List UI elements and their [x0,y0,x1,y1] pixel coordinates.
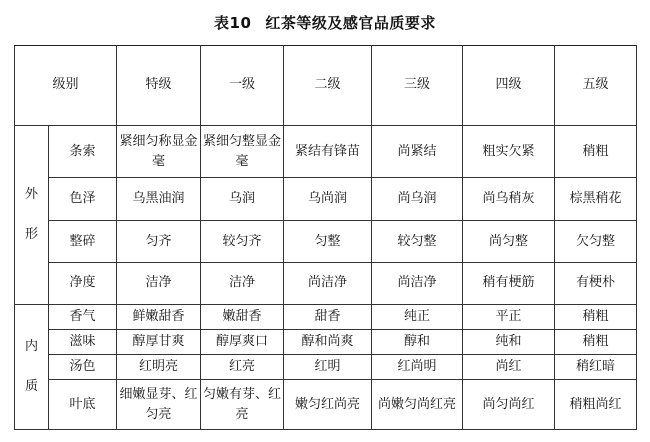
table-cell: 甜香 [284,304,372,329]
table-cell: 红亮 [201,355,284,380]
table-cell: 红尚明 [372,355,463,380]
row-item: 滋味 [49,329,117,354]
table-cell: 洁净 [117,263,201,304]
table-cell: 醇和尚爽 [284,329,372,354]
row-item: 汤色 [49,355,117,380]
table-cell: 纯和 [463,329,555,354]
row-item: 色泽 [49,178,117,220]
table-cell: 欠匀整 [555,220,637,262]
header-level: 级别 [15,46,117,126]
table-cell: 稍红暗 [555,355,637,380]
group-label-intrinsic: 内 质 [15,304,49,429]
table-row [15,355,637,380]
table-caption: 红茶等级及感官品质要求 [265,14,436,32]
header-grade-1: 一级 [201,46,284,126]
header-grade-2: 二级 [284,46,372,126]
table-row [15,380,637,430]
table-cell: 平正 [463,304,555,329]
table-cell: 洁净 [201,263,284,304]
table-cell: 乌润 [201,178,284,220]
table-cell: 稍粗 [555,125,637,178]
table-cell: 稍粗尚红 [555,380,637,430]
table-cell: 匀齐 [117,220,201,262]
group-label-appearance: 外 形 [15,125,49,304]
row-item: 香气 [49,304,117,329]
header-grade-3: 三级 [372,46,463,126]
table-cell: 紧结有锋苗 [284,125,372,178]
table-cell: 醇厚爽口 [201,329,284,354]
table-cell: 尚洁净 [372,263,463,304]
table-cell: 稍有梗筋 [463,263,555,304]
table-cell: 紧细匀整显金毫 [201,125,284,178]
table-cell: 尚匀尚红 [463,380,555,430]
table-cell: 粗实欠紧 [463,125,555,178]
table-cell: 尚紧结 [372,125,463,178]
table-cell: 尚匀整 [463,220,555,262]
table-cell: 尚红 [463,355,555,380]
table-cell: 稍粗 [555,304,637,329]
table-cell: 棕黑稍花 [555,178,637,220]
table-cell: 有梗朴 [555,263,637,304]
table-cell: 尚嫩匀尚红亮 [372,380,463,430]
table-row [15,263,637,304]
table-row [15,329,637,354]
table-row [15,220,637,262]
header-grade-5: 五级 [555,46,637,126]
header-special-grade: 特级 [117,46,201,126]
table-title [0,12,650,33]
table-cell: 尚乌润 [372,178,463,220]
table-cell: 稍粗 [555,329,637,354]
table-cell: 红明 [284,355,372,380]
table-cell: 纯正 [372,304,463,329]
table-cell: 乌尚润 [284,178,372,220]
table-cell: 尚洁净 [284,263,372,304]
table-number: 表10 [214,14,252,32]
table-cell: 匀嫩有芽、红亮 [201,380,284,430]
table-cell: 嫩匀红尚亮 [284,380,372,430]
row-item: 叶底 [49,380,117,430]
table-row [15,125,637,178]
header-row [15,46,637,126]
table-cell: 匀整 [284,220,372,262]
table-cell: 较匀整 [372,220,463,262]
table-cell: 细嫩显芽、红匀亮 [117,380,201,430]
header-grade-4: 四级 [463,46,555,126]
row-item: 净度 [49,263,117,304]
table-row [15,304,637,329]
table-cell: 嫩甜香 [201,304,284,329]
table-row [15,178,637,220]
table-cell: 醇和 [372,329,463,354]
table-cell: 醇厚甘爽 [117,329,201,354]
table-cell: 红明亮 [117,355,201,380]
row-item: 整碎 [49,220,117,262]
table-cell: 鲜嫩甜香 [117,304,201,329]
table-cell: 尚乌稍灰 [463,178,555,220]
table-cell: 紧细匀称显金毫 [117,125,201,178]
table-cell: 乌黑油润 [117,178,201,220]
table-cell: 较匀齐 [201,220,284,262]
grade-table [14,45,637,430]
row-item: 条索 [49,125,117,178]
